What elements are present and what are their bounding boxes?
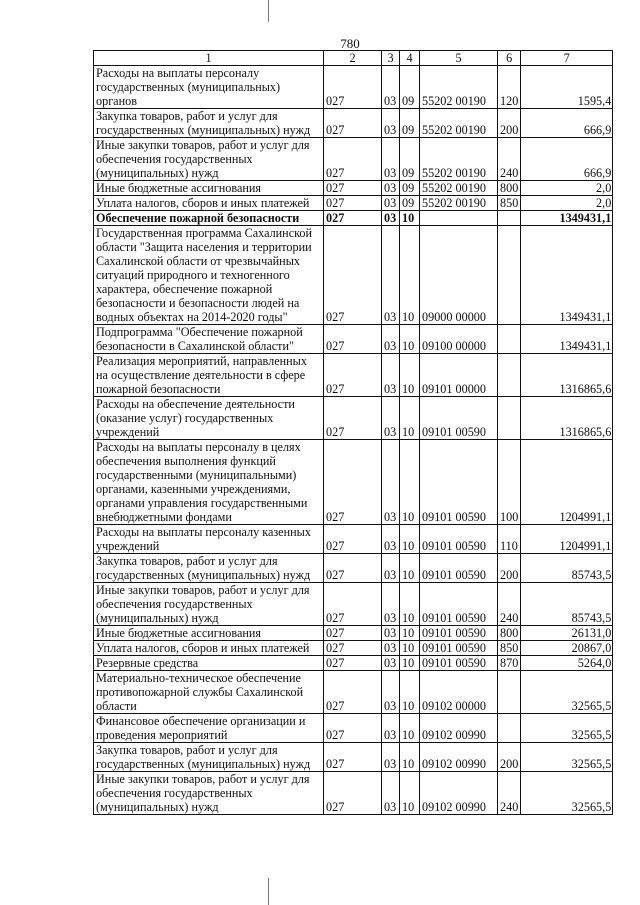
row-section: 03: [382, 656, 400, 671]
row-amount: 85743,5: [521, 583, 613, 626]
row-amount: 666,9: [521, 109, 613, 138]
row-subsection: 09: [400, 181, 420, 196]
table-row: [94, 196, 613, 211]
row-subsection: 10: [400, 641, 420, 656]
row-code: 027: [324, 656, 382, 671]
row-description: Расходы на обеспечение деятельности (оказание услуг) государственных учреждений: [94, 397, 324, 440]
row-amount: 1349431,1: [521, 226, 613, 325]
row-description: Закупка товаров, работ и услуг для государственных (муниципальных) нужд: [94, 554, 324, 583]
row-target-article: 09101 00590: [420, 397, 498, 440]
row-code: 027: [324, 397, 382, 440]
row-code: 027: [324, 181, 382, 196]
row-section: 03: [382, 714, 400, 743]
row-target-article: 09101 00590: [420, 641, 498, 656]
row-code: 027: [324, 325, 382, 354]
scan-artifact-line: [268, 878, 269, 905]
header-cell: 5: [420, 51, 498, 66]
row-code: 027: [324, 583, 382, 626]
row-description: Реализация мероприятий, направленных на осуществление деятельности в сфере пожарной безопасности: [94, 354, 324, 397]
row-target-article: 09101 00590: [420, 656, 498, 671]
row-description: Государственная программа Сахалинской области "Защита населения и территории Сахалинской области от чрезвычайных ситуаций природного и техногенного характера, обеспечение пожарной безопасности и безопасности людей на водных объектах на 2014-2020 годы": [94, 226, 324, 325]
row-description: Финансовое обеспечение организации и проведения мероприятий: [94, 714, 324, 743]
row-description: Подпрограмма "Обеспечение пожарной безопасности в Сахалинской области": [94, 325, 324, 354]
row-subsection: 10: [400, 554, 420, 583]
row-target-article: 55202 00190: [420, 109, 498, 138]
row-target-article: 09102 00990: [420, 772, 498, 815]
row-expense-type: [498, 354, 521, 397]
row-section: 03: [382, 743, 400, 772]
row-subsection: 10: [400, 226, 420, 325]
row-amount: 85743,5: [521, 554, 613, 583]
row-description: Резервные средства: [94, 656, 324, 671]
row-amount: 32565,5: [521, 671, 613, 714]
row-amount: 2,0: [521, 181, 613, 196]
row-code: 027: [324, 671, 382, 714]
row-section: 03: [382, 66, 400, 109]
row-section: 03: [382, 211, 400, 226]
row-amount: 32565,5: [521, 743, 613, 772]
table-row: [94, 354, 613, 397]
table-row: [94, 626, 613, 641]
row-amount: 32565,5: [521, 772, 613, 815]
row-description: Расходы на выплаты персоналу государственных (муниципальных) органов: [94, 66, 324, 109]
header-cell: 7: [521, 51, 613, 66]
row-section: 03: [382, 583, 400, 626]
row-subsection: 10: [400, 325, 420, 354]
table-row: [94, 671, 613, 714]
row-description: Иные закупки товаров, работ и услуг для обеспечения государственных (муниципальных) нужд: [94, 583, 324, 626]
row-section: 03: [382, 325, 400, 354]
row-amount: 1316865,6: [521, 397, 613, 440]
row-target-article: 55202 00190: [420, 196, 498, 211]
row-amount: 32565,5: [521, 714, 613, 743]
page-number: 780: [340, 36, 360, 51]
header-cell: 2: [324, 51, 382, 66]
row-description: Иные закупки товаров, работ и услуг для обеспечения государственных (муниципальных) нужд: [94, 772, 324, 815]
row-description: Обеспечение пожарной безопасности: [94, 211, 324, 226]
row-code: 027: [324, 226, 382, 325]
row-amount: 1349431,1: [521, 211, 613, 226]
row-expense-type: 200: [498, 109, 521, 138]
row-subsection: 10: [400, 440, 420, 525]
table-row: [94, 525, 613, 554]
table-row: [94, 772, 613, 815]
table-row: [94, 211, 613, 226]
row-code: 027: [324, 772, 382, 815]
row-expense-type: 850: [498, 196, 521, 211]
row-subsection: 10: [400, 626, 420, 641]
row-amount: 1316865,6: [521, 354, 613, 397]
table-header-row: [94, 51, 613, 66]
row-code: 027: [324, 211, 382, 226]
row-expense-type: 240: [498, 583, 521, 626]
row-amount: 1595,4: [521, 66, 613, 109]
table-row: [94, 743, 613, 772]
row-description: Закупка товаров, работ и услуг для государственных (муниципальных) нужд: [94, 743, 324, 772]
row-code: 027: [324, 196, 382, 211]
row-amount: 1349431,1: [521, 325, 613, 354]
row-section: 03: [382, 671, 400, 714]
row-target-article: 09000 00000: [420, 226, 498, 325]
row-expense-type: 200: [498, 743, 521, 772]
row-code: 027: [324, 626, 382, 641]
row-subsection: 09: [400, 138, 420, 181]
row-amount: 666,9: [521, 138, 613, 181]
row-target-article: 09102 00990: [420, 714, 498, 743]
row-target-article: 09101 00590: [420, 525, 498, 554]
row-section: 03: [382, 354, 400, 397]
row-subsection: 09: [400, 66, 420, 109]
row-section: 03: [382, 138, 400, 181]
row-subsection: 10: [400, 671, 420, 714]
row-expense-type: 120: [498, 66, 521, 109]
row-expense-type: [498, 325, 521, 354]
row-description: Закупка товаров, работ и услуг для государственных (муниципальных) нужд: [94, 109, 324, 138]
row-description: Иные бюджетные ассигнования: [94, 181, 324, 196]
row-target-article: 09101 00000: [420, 354, 498, 397]
row-target-article: 09102 00990: [420, 743, 498, 772]
row-subsection: 10: [400, 743, 420, 772]
row-expense-type: 200: [498, 554, 521, 583]
row-subsection: 09: [400, 109, 420, 138]
row-description: Иные бюджетные ассигнования: [94, 626, 324, 641]
row-expense-type: 110: [498, 525, 521, 554]
row-description: Иные закупки товаров, работ и услуг для обеспечения государственных (муниципальных) нужд: [94, 138, 324, 181]
row-expense-type: [498, 226, 521, 325]
row-code: 027: [324, 554, 382, 583]
row-description: Материально-техническое обеспечение противопожарной службы Сахалинской области: [94, 671, 324, 714]
row-subsection: 10: [400, 772, 420, 815]
row-section: 03: [382, 772, 400, 815]
table-row: [94, 325, 613, 354]
row-subsection: 09: [400, 196, 420, 211]
row-expense-type: [498, 671, 521, 714]
scan-artifact-line: [268, 0, 269, 22]
header-cell: 4: [400, 51, 420, 66]
row-subsection: 10: [400, 525, 420, 554]
row-code: 027: [324, 66, 382, 109]
row-amount: 1204991,1: [521, 525, 613, 554]
row-code: 027: [324, 109, 382, 138]
table-row: [94, 554, 613, 583]
row-code: 027: [324, 440, 382, 525]
row-section: 03: [382, 626, 400, 641]
row-subsection: 10: [400, 211, 420, 226]
row-section: 03: [382, 554, 400, 583]
row-target-article: 55202 00190: [420, 138, 498, 181]
table-row: [94, 181, 613, 196]
row-subsection: 10: [400, 354, 420, 397]
table-row: [94, 138, 613, 181]
row-code: 027: [324, 354, 382, 397]
row-description: Уплата налогов, сборов и иных платежей: [94, 641, 324, 656]
table-row: [94, 226, 613, 325]
row-target-article: 09101 00590: [420, 583, 498, 626]
row-code: 027: [324, 714, 382, 743]
row-target-article: 09101 00590: [420, 626, 498, 641]
row-expense-type: 800: [498, 181, 521, 196]
row-section: 03: [382, 196, 400, 211]
row-target-article: 55202 00190: [420, 66, 498, 109]
row-target-article: 09100 00000: [420, 325, 498, 354]
row-target-article: 55202 00190: [420, 181, 498, 196]
row-expense-type: 100: [498, 440, 521, 525]
row-amount: 5264,0: [521, 656, 613, 671]
row-expense-type: 240: [498, 772, 521, 815]
row-section: 03: [382, 109, 400, 138]
row-amount: 1204991,1: [521, 440, 613, 525]
row-expense-type: [498, 211, 521, 226]
row-section: 03: [382, 641, 400, 656]
row-amount: 20867,0: [521, 641, 613, 656]
row-expense-type: 870: [498, 656, 521, 671]
row-target-article: 09101 00590: [420, 554, 498, 583]
row-section: 03: [382, 525, 400, 554]
header-cell: 3: [382, 51, 400, 66]
row-subsection: 10: [400, 397, 420, 440]
row-subsection: 10: [400, 714, 420, 743]
row-section: 03: [382, 440, 400, 525]
row-amount: 2,0: [521, 196, 613, 211]
row-expense-type: 240: [498, 138, 521, 181]
table-row: [94, 656, 613, 671]
row-target-article: 09101 00590: [420, 440, 498, 525]
row-description: Расходы на выплаты персоналу казенных учреждений: [94, 525, 324, 554]
row-expense-type: [498, 714, 521, 743]
table-row: [94, 583, 613, 626]
table-row: [94, 641, 613, 656]
table-row: [94, 66, 613, 109]
row-section: 03: [382, 226, 400, 325]
row-description: Расходы на выплаты персоналу в целях обеспечения выполнения функций государственными (муниципальными) органами, казенными учреждениями, органами управления государственными внебюджетными фондами: [94, 440, 324, 525]
row-section: 03: [382, 181, 400, 196]
row-code: 027: [324, 743, 382, 772]
budget-table: [93, 50, 613, 815]
row-code: 027: [324, 138, 382, 181]
row-section: 03: [382, 397, 400, 440]
header-cell: 6: [498, 51, 521, 66]
table-row: [94, 397, 613, 440]
row-expense-type: 800: [498, 626, 521, 641]
row-target-article: [420, 211, 498, 226]
row-expense-type: [498, 397, 521, 440]
row-target-article: 09102 00000: [420, 671, 498, 714]
table-row: [94, 109, 613, 138]
row-expense-type: 850: [498, 641, 521, 656]
table-row: [94, 440, 613, 525]
row-code: 027: [324, 641, 382, 656]
row-description: Уплата налогов, сборов и иных платежей: [94, 196, 324, 211]
header-cell: 1: [94, 51, 324, 66]
table-row: [94, 714, 613, 743]
row-amount: 26131,0: [521, 626, 613, 641]
row-code: 027: [324, 525, 382, 554]
row-subsection: 10: [400, 583, 420, 626]
row-subsection: 10: [400, 656, 420, 671]
